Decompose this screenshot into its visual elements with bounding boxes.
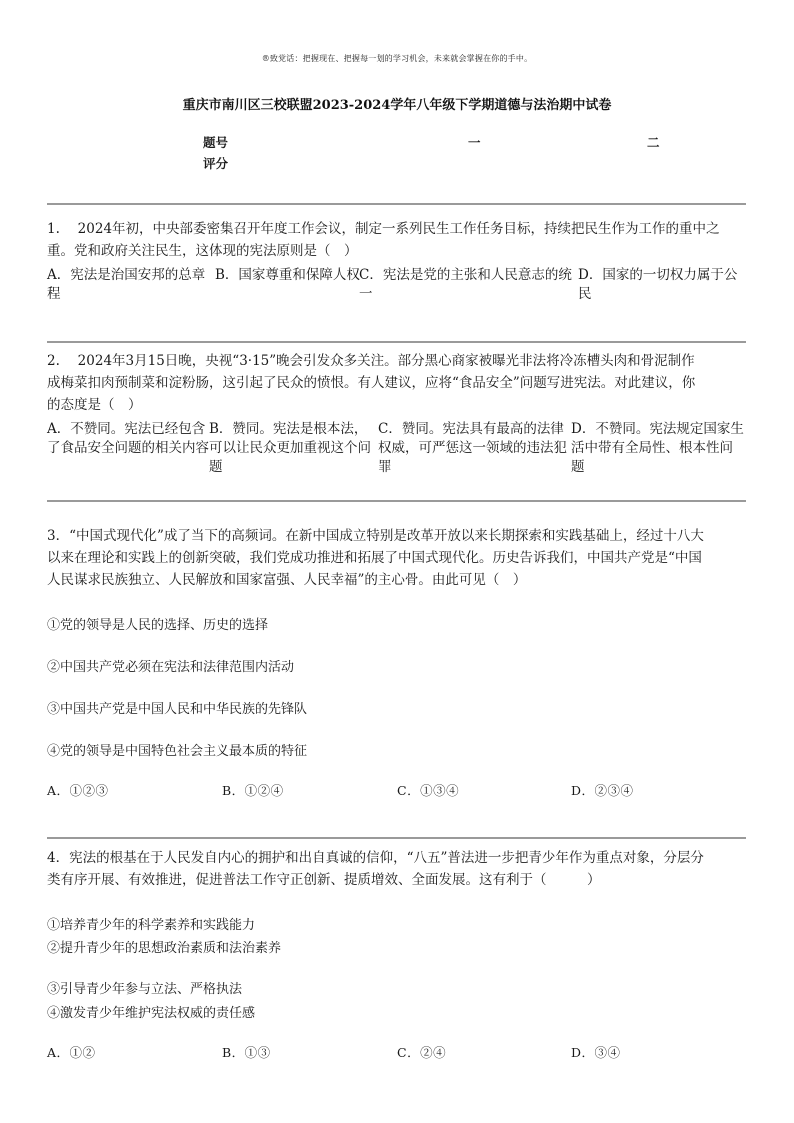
option-c[interactable]: C．宪法是党的主张和人民意志的统一 <box>359 267 572 302</box>
header-motto: ®致党话：把握现在、把握每一划的学习机会，未来就会掌握在你的手中。 <box>261 54 533 63</box>
question-2 <box>47 350 747 416</box>
statement-item: ④党的领导是中国特色社会主义最本质的特征 <box>47 744 308 759</box>
statement-item: ①党的领导是人民的选择、历史的选择 <box>47 618 269 633</box>
divider <box>47 837 746 839</box>
option-d[interactable]: D．③④ <box>571 1045 621 1060</box>
option-a[interactable]: A．不赞同。宪法已经包含了食品安全问题的相关内容 <box>47 421 209 456</box>
score-table-col-2: 二 <box>647 135 660 150</box>
statement-item: ④激发青少年维护宪法权威的责任感 <box>47 1006 256 1021</box>
divider <box>47 341 746 343</box>
statement-item: ③引导青少年参与立法、严格执法 <box>47 982 243 997</box>
question-4 <box>47 847 747 891</box>
question-stem-line: 1. 2024年初，中央部委密集召开年度工作会议，制定一系列民生工作任务目标，持续把民生作为工作的重中之 <box>47 221 720 237</box>
statement-item: ③中国共产党是中国人民和中华民族的先锋队 <box>47 702 308 717</box>
question-3 <box>47 525 747 591</box>
score-table-row-label-number: 题号 <box>203 135 229 150</box>
question-1-options <box>47 266 747 306</box>
option-c[interactable]: C．①③④ <box>397 783 460 798</box>
question-stem-line: 3．“中国式现代化”成了当下的高频词。在新中国成立特别是改革开放以来长期探索和实践基础上，经过十八大 <box>47 528 704 544</box>
option-a[interactable]: A．①② <box>47 1045 96 1060</box>
question-stem-line: 4．宪法的根基在于人民发自内心的拥护和出自真诚的信仰，“八五”普法进一步把青少年作为重点对象，分层分 <box>47 850 704 866</box>
statement-item: ②中国共产党必须在宪法和法律范围内活动 <box>47 660 295 675</box>
option-b[interactable]: B．赞同。宪法是根本法，可以让民众更加重视这个问题 <box>209 421 371 475</box>
divider <box>47 203 746 205</box>
divider <box>47 500 746 502</box>
question-2-options <box>47 420 747 480</box>
option-d[interactable]: D．国家的一切权力属于公民 <box>578 267 738 302</box>
score-table-row-label-score: 评分 <box>203 156 229 171</box>
option-b[interactable]: B．①③ <box>222 1045 271 1060</box>
option-a[interactable]: A．宪法是治国安邦的总章程 <box>47 267 206 302</box>
exam-title: 重庆市南川区三校联盟2023-2024学年八年级下学期道德与法治期中试卷 <box>182 98 612 113</box>
statement-item: ①培养青少年的科学素养和实践能力 <box>47 918 256 933</box>
option-b[interactable]: B．①②④ <box>222 783 284 798</box>
question-stem-line: 成梅菜扣肉预制菜和淀粉肠，这引起了民众的愤恨。有人建议，应将“食品安全”问题写进宪法。对此建议，你 <box>47 375 696 391</box>
question-stem-line: 类有序开展、有效推进，促进普法工作守正创新、提质增效、全面发展。这有利于（ ） <box>47 872 601 888</box>
option-d[interactable]: D．②③④ <box>571 783 634 798</box>
option-a[interactable]: A．①②③ <box>47 783 109 798</box>
question-stem-line: 2. 2024年3月15日晚，央视“3·15”晚会引发众多关注。部分黑心商家被曝光非法将冷冻槽头肉和骨泥制作 <box>47 353 695 369</box>
question-stem-line: 人民谋求民族独立、人民解放和国家富强、人民幸福”的主心骨。由此可见（ ） <box>47 572 527 588</box>
option-c[interactable]: C．赞同。宪法具有最高的法律权威，可严惩这一领域的违法犯罪 <box>378 421 567 475</box>
statement-item: ②提升青少年的思想政治素质和法治素养 <box>47 941 282 956</box>
score-table-col-1: 一 <box>468 135 481 150</box>
option-c[interactable]: C．②④ <box>397 1045 447 1060</box>
question-stem-line: 以来在理论和实践上的创新突破，我们党成功推进和拓展了中国式现代化。历史告诉我们，中国共产党是“中国 <box>47 550 702 566</box>
question-stem-line: 重。党和政府关注民生，这体现的宪法原则是（ ） <box>47 243 358 259</box>
question-1 <box>47 218 747 262</box>
option-d[interactable]: D．不赞同。宪法规定国家生活中带有全局性、根本性问题 <box>571 421 744 475</box>
option-b[interactable]: B．国家尊重和保障人权 <box>215 267 360 283</box>
question-stem-line: 的态度是（ ） <box>47 397 142 413</box>
